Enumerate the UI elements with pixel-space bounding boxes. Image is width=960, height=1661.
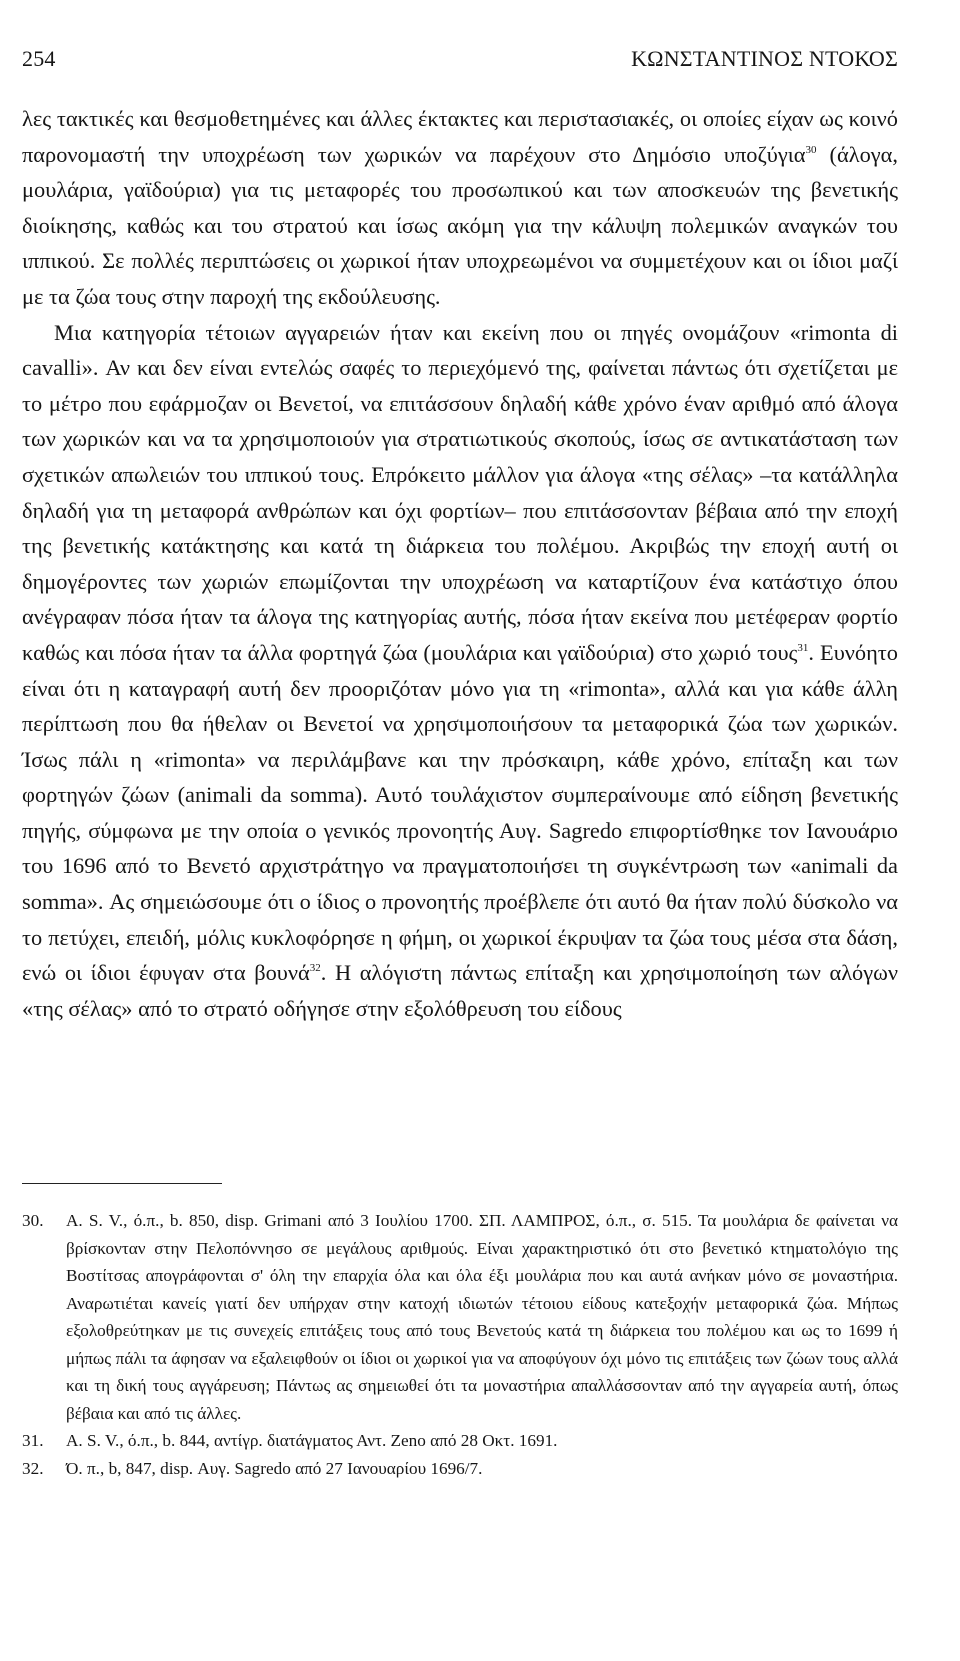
footnotes (22, 1207, 898, 1482)
footnote-number: 32. (22, 1458, 44, 1478)
paragraph-2-text-b: . Ευνόητο είναι ότι η καταγραφή αυτή δεν προοριζόταν μόνο για τη «rimonta», αλλά και για κάθε άλλη περίπτωση που θα ήθελαν οι Βενετοί να χρησιμοποιήσουν τα μεταφορικά ζώα των χωρικών. Ίσως πάλι η «rimonta» να περιλάμβανε και την πρόσκαιρη, κάθε χρόνο, επίταξη και των φορτηγών ζώων (animali da somma). Αυτό τουλάχιστον συμπεραίνουμε από είδηση βενετικής πηγής, σύμφωνα με την οποία ο γενικός προνοητής Αυγ. Sagredo επιφορτίσθηκε τον Ιανουάριο του 1696 από το Βενετό αρχιστράτηγο να πραγματοποιήσει τη συγκέντρωση των «animali da somma». Ας σημειώσουμε ότι ο ίδιος ο προνοητής προέβλεπε ότι αυτό θα ήταν πολύ δύσκολο να το πετύχει, επειδή, μόλις κυκλοφόρησε η φήμη, οι χωρικοί έκρυψαν τα ζώα τους μέσα στα δάση, ενώ οι ίδιοι έφυγαν στα βουνά (22, 639, 898, 986)
main-text (22, 101, 898, 1026)
paragraph-1-text-a: λες τακτικές και θεσμοθετημένες και άλλες έκτακτες και περιστασιακές, οι οποίες είχαν ως κοινό παρονομαστή την υποχρέωση των χωρικών να παρέχουν στο Δημόσιο υποζύγια (22, 106, 898, 167)
running-head (22, 46, 898, 72)
footnote-ref-32: 32 (309, 962, 321, 975)
paragraph-1-text-b: (άλογα, μουλάρια, γαϊδούρια) για τις μεταφορές του προσωπικού και των αποσκευών της βενετικής διοίκησης, καθώς και του στρατού και ίσως ακόμη για την κάλυψη πολεμικών αναγκών του ιππικού. Σε πολλές περιπτώσεις οι χωρικοί ήταν υποχρεωμένοι να συμμετέχουν και οι ίδιοι μαζί με τα ζώα τους στην παροχή της εκδούλευσης. (22, 141, 898, 309)
footnote-31 (22, 1427, 898, 1455)
footnote-number: 31. (22, 1431, 44, 1450)
paragraph-2 (22, 315, 898, 1027)
footnote-ref-31: 31 (797, 641, 809, 654)
footnote-text: Ό. π., b, 847, disp. Αυγ. Sagredo από 27 Ιανουαρίου 1696/7. (66, 1458, 483, 1478)
footnote-text: A. S. V., ό.π., b. 844, αντίγρ. διατάγματος Αντ. Zeno από 28 Οκτ. 1691. (66, 1431, 558, 1450)
paragraph-2-text-c: . Η αλόγιστη πάντως επίταξη και χρησιμοποίηση των αλόγων «της σέλας» από το στρατό οδήγησε στην εξολόθρευση του είδους (22, 960, 898, 1021)
footnote-divider (22, 1183, 222, 1184)
footnote-number: 30. (22, 1211, 44, 1230)
footnote-text: A. S. V., ό.π., b. 850, disp. Grimani από 3 Ιουλίου 1700. ΣΠ. ΛΑΜΠΡΟΣ, ό.π., σ. 515. Τα μουλάρια δε φαίνεται να βρίσκονταν στην Πελοπόννησο σε μεγάλους αριθμούς. Είναι χαρακτηριστικό ότι στο βενετικό κτηματολόγιο της Βοστίτσας απογράφονται σ' όλη την επαρχία όλα και όλα έξι μουλάρια που και αυτά ανήκαν μόνο σε μοναστήρια. Αναρωτιέται κανείς γιατί δεν υπήρχαν στην κατοχή ιδιωτών τέτοιου είδους κατεξοχήν μεταφορικά ζώα. Μήπως εξολοθρεύτηκαν με τις συνεχείς επιτάξεις τους από τους Βενετούς κατά τη διάρκεια του πολέμου και ως το 1699 ή μήπως πάλι τα άφησαν να εξαλειφθούν οι ίδιοι οι χωρικοί για να αποφύγουν όχι μόνο τις επιτάξεις των ζώων τους αλλά και τη δική τους αγγάρευση; Πάντως ας σημειωθεί ότι τα μοναστήρια απαλλάσσονταν από την αγγαρεία αυτή, όπως βέβαια και από τις άλλες. (66, 1211, 898, 1423)
footnote-ref-30: 30 (805, 143, 817, 156)
paragraph-2-text-a: Μια κατηγορία τέτοιων αγγαρειών ήταν και εκείνη που οι πηγές ονομάζουν «rimonta di cavalli». Αν και δεν είναι εντελώς σαφές το περιεχόμενό της, φαίνεται πάντως ότι σχετίζεται με το μέτρο που εφάρμοζαν οι Βενετοί, να επιτάσσουν δηλαδή κάθε χρόνο έναν αριθμό από άλογα των χωρικών και να τα χρησιμοποιούν για στρατιωτικούς σκοπούς, ίσως σε αντικατάσταση των σχετικών απωλειών του ιππικού τους. Επρόκειτο μάλλον για άλογα «της σέλας» –τα κατάλληλα δηλαδή για τη μεταφορά ανθρώπων και όχι φορτίων– που επιτάσσονταν βέβαια από την εποχή της βενετικής κατάκτησης και κατά τη διάρκεια του πολέμου. Ακριβώς την εποχή αυτή οι δημογέροντες των χωριών επωμίζονται την υποχρέωση να καταρτίζουν ένα κατάστιχο όπου ανέγραφαν πόσα ήταν τα άλογα της κατηγορίας αυτής, πόσα ήταν εκείνα που μετέφεραν φορτίο καθώς και πόσα ήταν τα άλλα φορτηγά ζώα (μουλάρια και γαϊδούρια) στο χωριό τους (22, 319, 898, 665)
footnote-30 (22, 1207, 898, 1427)
footnote-32 (22, 1455, 898, 1483)
page-number: 254 (22, 46, 56, 71)
paragraph-1 (22, 101, 898, 315)
running-head-author: ΚΩΝΣΤΑΝΤΙΝΟΣ ΝΤΟΚΟΣ (631, 46, 898, 71)
